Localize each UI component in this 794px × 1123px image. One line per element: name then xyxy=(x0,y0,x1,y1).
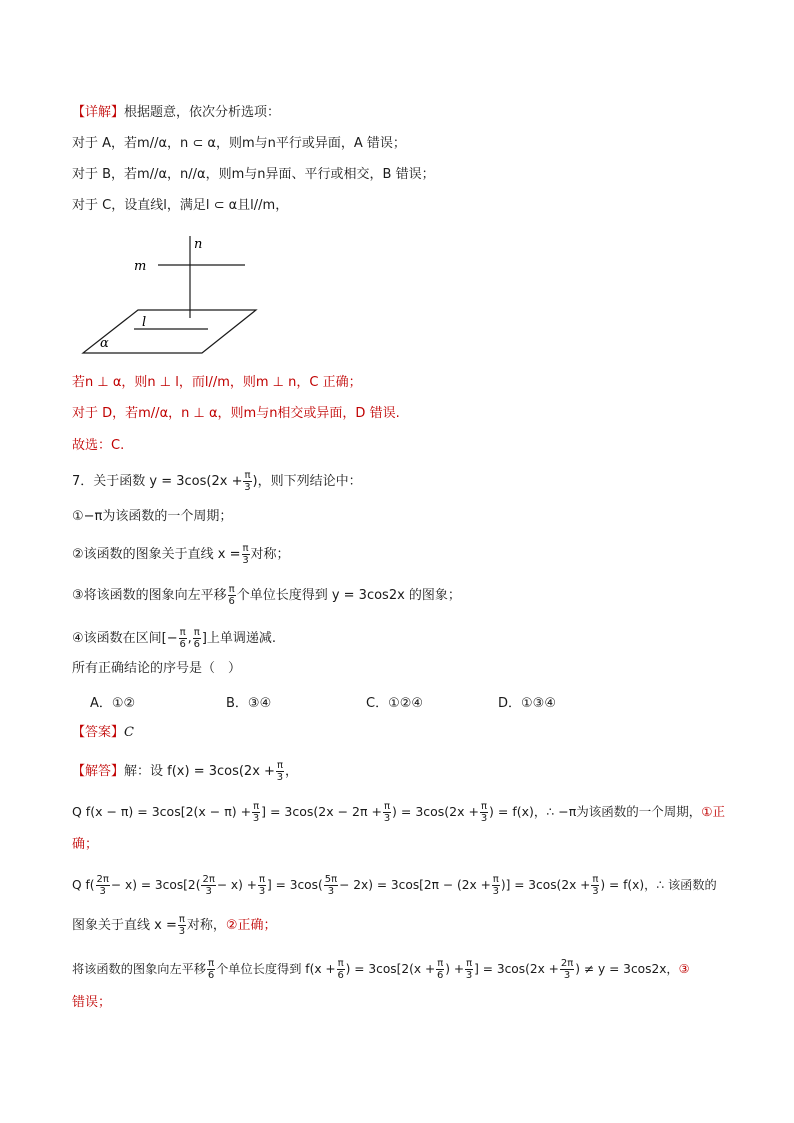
fraction-pi-3: $\frac{\pi}{3}$ xyxy=(244,470,251,493)
q6-answer: 故选：C. xyxy=(72,438,125,453)
q7-ask: 所有正确结论的序号是（ ） xyxy=(72,661,242,676)
q7-option-c: C．①②④ xyxy=(366,696,424,711)
geometry-figure xyxy=(78,232,268,358)
detail-text: 根据题意，依次分析选项： xyxy=(124,105,281,120)
q7-solution-line-3-wrap: 错误； xyxy=(72,995,112,1010)
q7-statement-4: ④该函数在区间[− $\frac{\pi}{6}$ , $\frac{\pi}{6}$ ]上单调递减. xyxy=(72,627,277,650)
q7-solution-line-3: 将该函数的图象向左平移 $\frac{\pi}{6}$ 个单位长度得到 f(x + $\frac{\pi}{6}$ ) = 3cos[2(x + $\frac{\pi}{6}$ ) + $\frac{\pi}{3}$ ] = 3cos(2x + $\frac{2\pi}{3}$ ) ≠ y = 3cos2x，③ xyxy=(72,958,690,981)
q7-solution-intro: 【解答】解：设 f(x) = 3cos(2x + $\frac{\pi}{3}$ ， xyxy=(72,760,298,783)
q7-statement-3: ③将该函数的图象向左平移 $\frac{\pi}{6}$ 个单位长度得到 y = 3cos2x 的图象； xyxy=(72,584,461,607)
q7-option-a: A．①② xyxy=(90,696,136,711)
q7-statement-1: ①−π为该函数的一个周期； xyxy=(72,509,233,524)
q7-solution-line-1-wrap: 确； xyxy=(72,837,99,852)
q7-answer xyxy=(72,724,134,742)
answer-value: C xyxy=(124,725,134,740)
q6-option-a-analysis: 对于 A，若m//α，n ⊂ α，则m与n平行或异面，A 错误； xyxy=(72,136,406,151)
q7-solution-line-1: Q f(x − π) = 3cos[2(x − π) + $\frac{\pi}{3}$ ] = 3cos(2x − 2π + $\frac{\pi}{3}$ ) = 3cos(2x + $\frac{\pi}{3}$ ) = f(x)，∴ −π为该函数的一个周期，①正 xyxy=(72,801,726,824)
solve-tag: 【解答】 xyxy=(72,764,125,779)
q7-statement-2: ②该函数的图象关于直线 x = $\frac{\pi}{3}$ 对称； xyxy=(72,543,290,566)
label-l: l xyxy=(142,315,147,330)
label-alpha: α xyxy=(100,336,109,351)
q6-option-b-analysis: 对于 B，若m//α，n//α，则m与n异面、平行或相交，B 错误； xyxy=(72,167,435,182)
q6-option-d-analysis: 对于 D，若m//α，n ⊥ α，则m与n相交或异面，D 错误. xyxy=(72,406,400,421)
q6-option-c-analysis: 对于 C，设直线l，满足l ⊂ α且l//m， xyxy=(72,198,289,213)
q6-option-c-conclusion: 若n ⊥ α，则n ⊥ l，而l//m，则m ⊥ n，C 正确； xyxy=(72,375,362,390)
q7-stem: 7．关于函数 y = 3cos(2x + $\frac{\pi}{3}$ )，则下列结论中： xyxy=(72,470,362,493)
q7-solution-line-2-wrap: 图象关于直线 x = $\frac{\pi}{3}$ 对称，②正确； xyxy=(72,914,277,937)
answer-tag: 【答案】 xyxy=(72,725,125,740)
label-m: m xyxy=(134,259,147,274)
q7-option-d: D．①③④ xyxy=(498,696,556,711)
q6-detail-line xyxy=(72,104,280,122)
plane-alpha xyxy=(83,310,256,353)
q7-solution-line-2: Q f( $\frac{2\pi}{3}$ − x) = 3cos[2( $\frac{2\pi}{3}$ − x) + $\frac{\pi}{3}$ ] = 3cos( $\frac{5\pi}{3}$ − 2x) = 3cos[2π − (2x + $\frac{\pi}{3}$ )] = 3cos(2x + $\frac{\pi}{3}$ ) = f(x)，∴ 该函数的 xyxy=(72,874,717,897)
q7-option-b: B．③④ xyxy=(226,696,272,711)
label-n: n xyxy=(194,237,203,252)
detail-tag: 【详解】 xyxy=(72,105,125,120)
